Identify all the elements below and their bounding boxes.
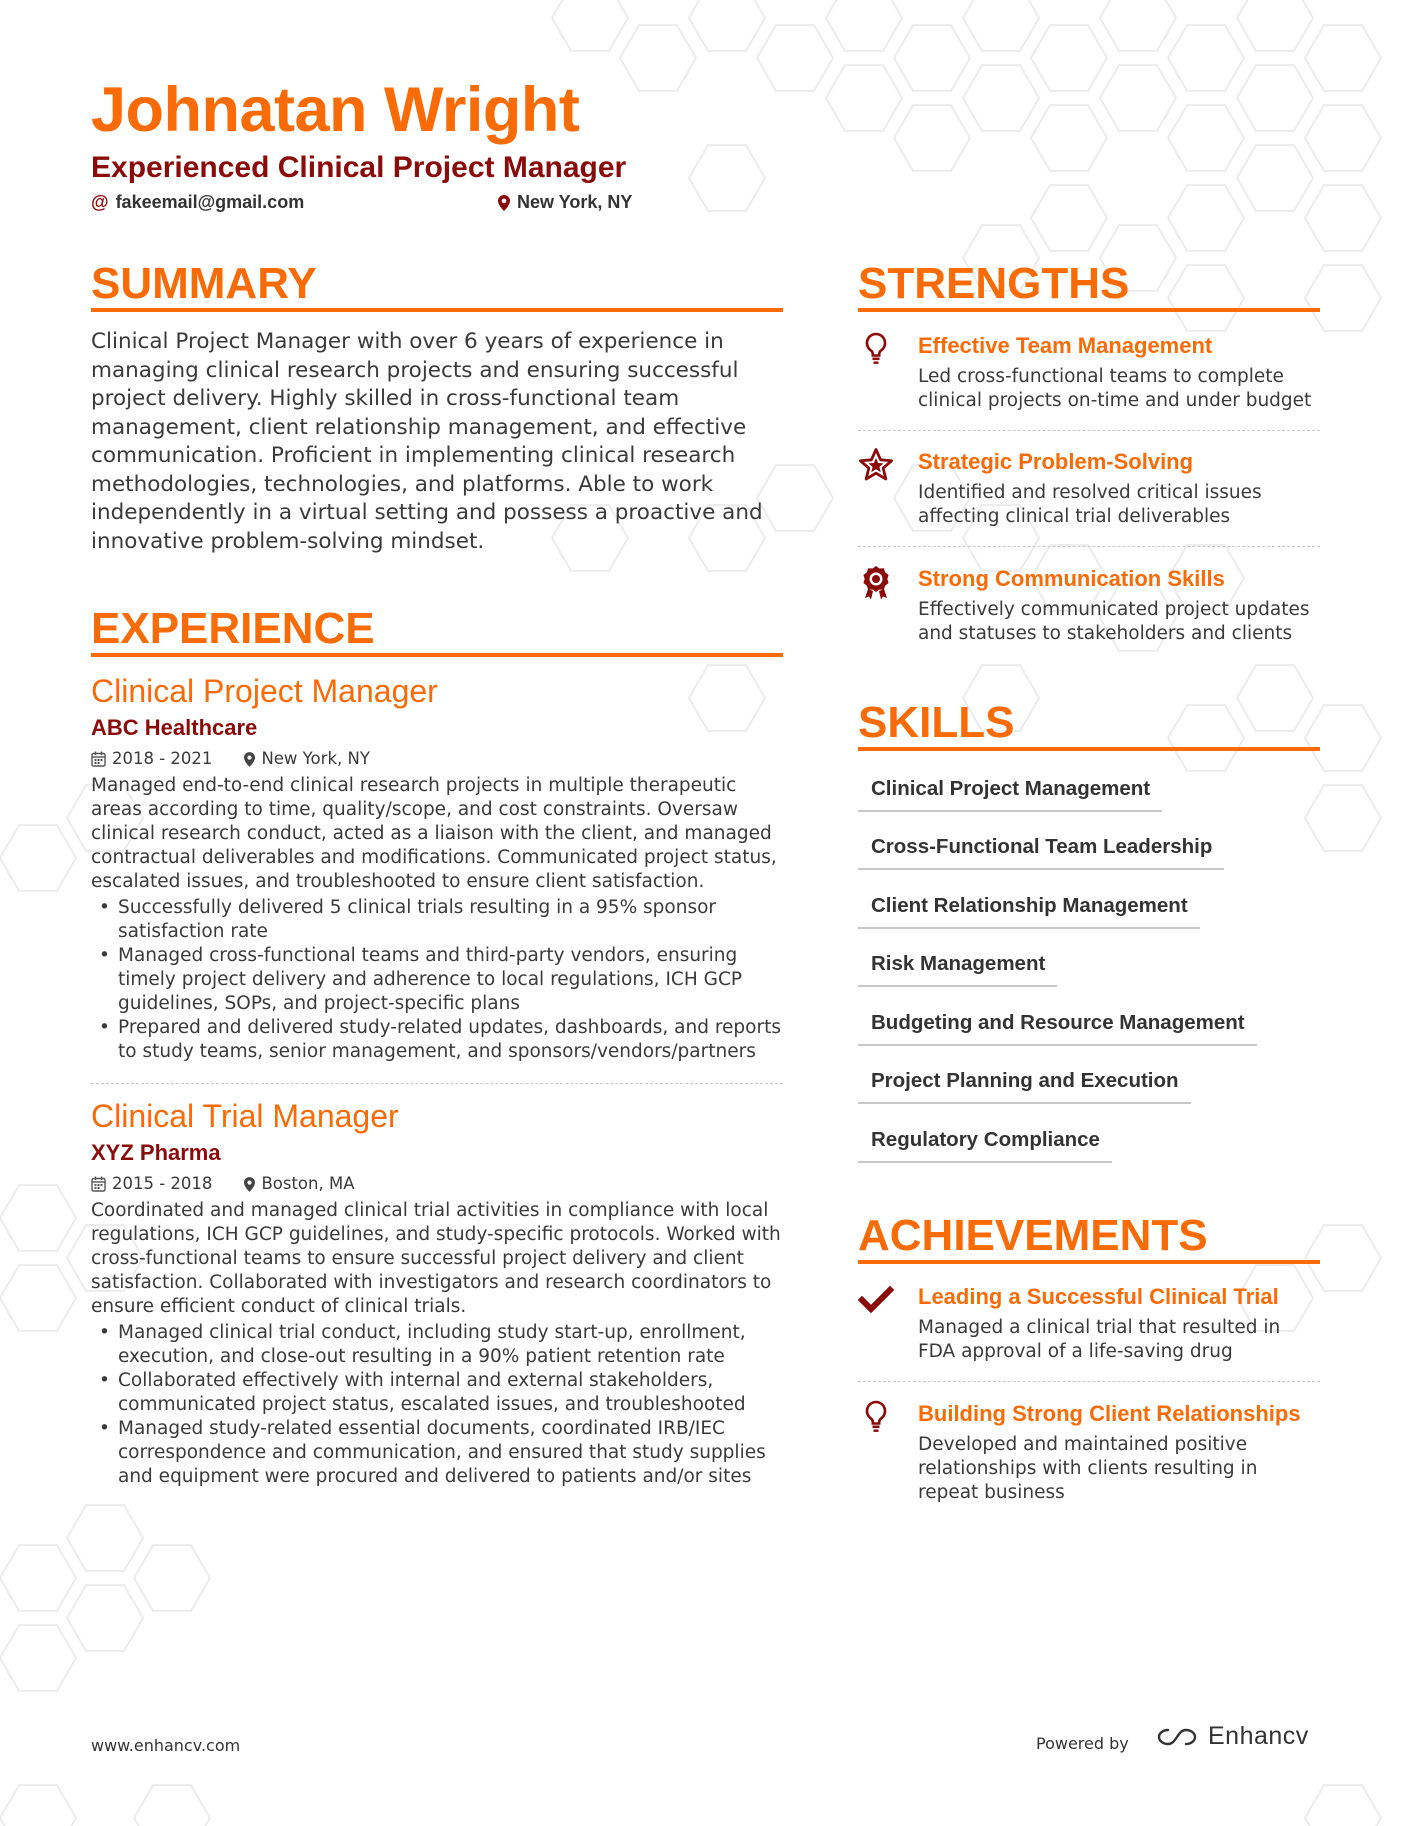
achievements-heading: ACHIEVEMENTS [858, 1211, 1208, 1260]
star-icon [858, 447, 894, 483]
strength-title: Strong Communication Skills [918, 566, 1225, 591]
strength-item [858, 564, 1320, 646]
job-bullet: • Prepared and delivered study-related updates, dashboards, and reports to study teams, senior management, and sponsors/vendors/partners [91, 1016, 783, 1064]
enhancv-brand-name: Enhancv [1208, 1722, 1309, 1750]
lightbulb-icon [858, 331, 894, 367]
strengths-heading: STRENGTHS [858, 259, 1130, 308]
job-bullet: • Successfully delivered 5 clinical trials resulting in a 95% sponsor satisfaction rate [91, 896, 783, 944]
achievement-title: Leading a Successful Clinical Trial [918, 1284, 1279, 1309]
summary-text: Clinical Project Manager with over 6 years of experience in managing clinical research projects and ensuring successful project delivery. Highly skilled in cross-functional team management, client relationship management, and effective communication. Proficient in implementing clinical research methodologies, technologies, and platforms. Able to work independently in a virtual setting and possess a proactive and innovative problem-solving mindset. [91, 329, 763, 554]
achievements-divider [858, 1260, 1320, 1264]
strength-separator [858, 546, 1320, 547]
job-dates: 2015 - 2018 [112, 1174, 213, 1193]
job-description: Coordinated and managed clinical trial activities in compliance with local regulations, ICH GCP guidelines, and study-specific protocols. Worked with cross-functional teams to ensure successful project delivery and client satisfaction. Collaborated with investigators and research coordinators to ensure efficient conduct of clinical trials. [91, 1200, 781, 1317]
candidate-name: Johnatan Wright [91, 75, 580, 145]
job-location: Boston, MA [261, 1174, 355, 1193]
skill-tag: Regulatory Compliance [858, 1125, 1112, 1163]
skill-tag: Budgeting and Resource Management [858, 1008, 1257, 1046]
skill-tag: Client Relationship Management [858, 891, 1200, 929]
achievement-description: Managed a clinical trial that resulted in FDA approval of a life-saving drug [918, 1317, 1281, 1362]
lightbulb-icon [858, 1399, 894, 1435]
skill-tag: Clinical Project Management [858, 774, 1162, 812]
at-icon: @ [91, 192, 109, 212]
skill-tag: Project Planning and Execution [858, 1066, 1191, 1104]
location-pin-icon [244, 752, 255, 767]
powered-by-label: Powered by [1036, 1734, 1129, 1753]
job-dates: 2018 - 2021 [112, 749, 213, 768]
location-pin-icon [244, 1177, 255, 1192]
calendar-icon [91, 1176, 106, 1192]
achievement-title: Building Strong Client Relationships [918, 1401, 1301, 1426]
checkmark-icon [858, 1282, 894, 1318]
job-meta [91, 1173, 783, 1195]
calendar-icon [91, 751, 106, 767]
strength-description: Identified and resolved critical issues affecting clinical trial deliverables [918, 482, 1262, 527]
contact-location [498, 192, 632, 213]
company-name: ABC Healthcare [91, 715, 258, 740]
enhancv-logo-icon [1154, 1725, 1200, 1749]
contact-email[interactable] [91, 192, 304, 213]
job-bullet: • Managed cross-functional teams and third-party vendors, ensuring timely project delivery and adherence to local regulations, ICH GCP guidelines, SOPs, and project-specific plans [91, 944, 783, 1016]
summary-divider [91, 308, 783, 312]
job-separator [91, 1083, 783, 1084]
skill-tag: Risk Management [858, 949, 1057, 987]
email-text: fakeemail@gmail.com [115, 192, 305, 212]
job-title: Clinical Project Manager [91, 673, 438, 709]
achievement-item [858, 1282, 1320, 1364]
summary-heading: SUMMARY [91, 259, 317, 308]
skills-heading: SKILLS [858, 698, 1015, 747]
company-name: XYZ Pharma [91, 1140, 221, 1165]
experience-heading: EXPERIENCE [91, 604, 375, 653]
strengths-divider [858, 308, 1320, 312]
strength-separator [858, 430, 1320, 431]
footer-url[interactable]: www.enhancv.com [91, 1736, 241, 1755]
job-bullet: • Managed study-related essential documents, coordinated IRB/IEC correspondence and communication, and ensured that study supplies and equipment were procured and delivered to patients and/or sites [91, 1417, 783, 1489]
job-entry [91, 1096, 783, 1489]
location-pin-icon [498, 195, 510, 211]
job-location: New York, NY [261, 749, 370, 768]
enhancv-logo[interactable] [1154, 1722, 1309, 1751]
job-bullets [91, 1321, 783, 1489]
job-description: Managed end-to-end clinical research projects in multiple therapeutic areas according to time, quality/scope, and cost constraints. Oversaw clinical research conduct, acted as a liaison with the client, and managed contractual deliverables and modifications. Communicated project status, escalated issues, and troubleshooted to ensure client satisfaction. [91, 775, 777, 892]
skills-divider [858, 747, 1320, 751]
job-bullet: • Collaborated effectively with internal and external stakeholders, communicated project status, escalated issues, and troubleshooted [91, 1369, 783, 1417]
achievement-separator [858, 1381, 1320, 1382]
strength-item [858, 447, 1320, 529]
achievement-description: Developed and maintained positive relationships with clients resulting in repeat business [918, 1434, 1258, 1503]
strength-item [858, 331, 1320, 413]
skill-tag: Cross-Functional Team Leadership [858, 832, 1224, 870]
strength-title: Strategic Problem-Solving [918, 449, 1194, 474]
location-text: New York, NY [517, 192, 633, 212]
experience-divider [91, 653, 783, 657]
job-bullet: • Managed clinical trial conduct, including study start-up, enrollment, execution, and close-out resulting in a 90% patient retention rate [91, 1321, 783, 1369]
strength-title: Effective Team Management [918, 333, 1213, 358]
job-bullets [91, 896, 783, 1064]
strength-description: Led cross-functional teams to complete clinical projects on-time and under budget [918, 366, 1312, 411]
candidate-title: Experienced Clinical Project Manager [91, 151, 627, 184]
award-icon [858, 564, 894, 600]
job-entry [91, 671, 783, 1064]
achievement-item [858, 1399, 1320, 1505]
strength-description: Effectively communicated project updates and statuses to stakeholders and clients [918, 599, 1310, 644]
job-title: Clinical Trial Manager [91, 1098, 399, 1134]
job-meta [91, 748, 783, 770]
